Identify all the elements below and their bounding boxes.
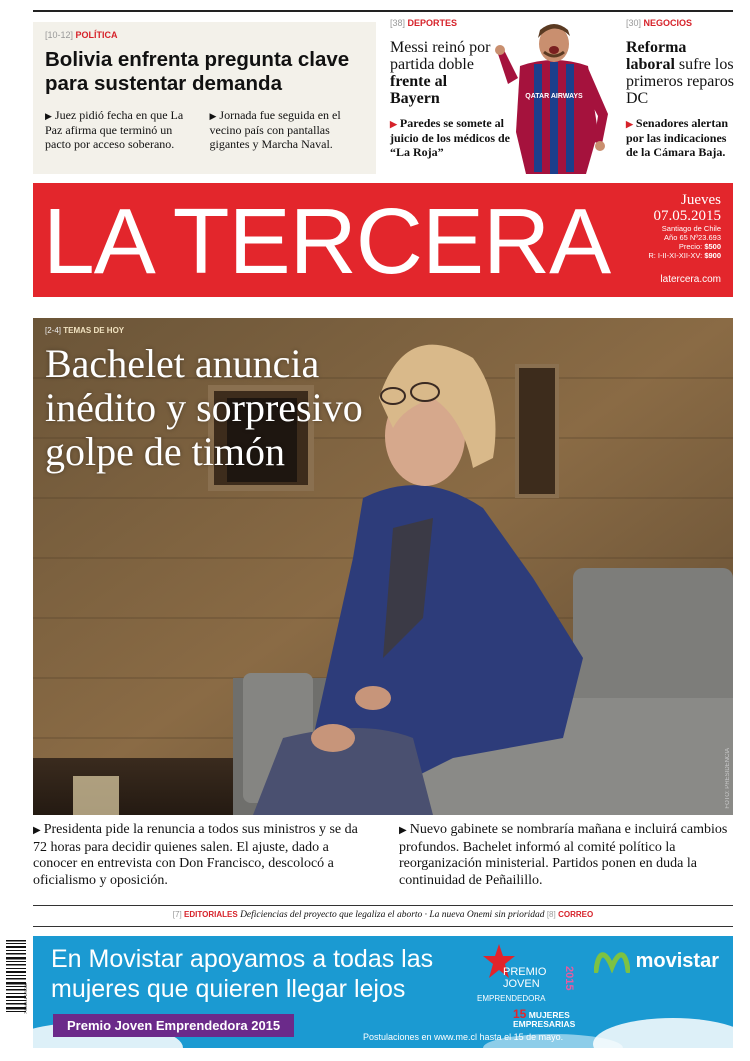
page-ref: [30] xyxy=(626,18,642,28)
prize-line: PREMIO xyxy=(503,966,547,978)
teaser-headline[interactable]: Bolivia enfrenta pregunta clave para sustentar demanda xyxy=(45,48,350,95)
section-label xyxy=(45,326,124,335)
regions-label: R: I-II-XI-XII-XV: xyxy=(648,251,705,260)
prize-line: JOVEN xyxy=(503,978,540,990)
page-ref: [8] xyxy=(546,910,556,919)
divider xyxy=(33,905,733,906)
hero-story[interactable] xyxy=(33,318,733,815)
bullet-text: Jornada fue seguida en el vecino país con pantallas gigantes y Marcha Naval. xyxy=(209,108,341,151)
teaser-bullet xyxy=(210,108,365,151)
section-name: TEMAS DE HOY xyxy=(63,326,125,335)
jersey-sponsor: QATAR AIRWAYS xyxy=(525,93,583,100)
teaser-negocios[interactable] xyxy=(626,18,736,178)
advertisement[interactable] xyxy=(33,936,733,1048)
editorial-text: Deficiencias del proyecto que legaliza el aborto · La nueva Onemi sin prioridad xyxy=(240,910,545,920)
photo-credit: FOTO: PRESIDENCIA xyxy=(725,748,731,809)
masthead-info xyxy=(626,193,721,285)
correo-tag: CORREO xyxy=(558,910,594,919)
brand-name: movistar xyxy=(635,950,719,972)
sub-text: Paredes se somete al juicio de los médicos de “La Roja” xyxy=(390,116,510,159)
editorial-bar[interactable] xyxy=(33,910,733,920)
football-player-photo xyxy=(490,14,618,174)
bullet-triangle-icon: ▶ xyxy=(626,119,633,129)
page-ref: [7] xyxy=(172,910,182,919)
prize-org-name: MUJERES EMPRESARIAS xyxy=(513,1010,576,1029)
ad-headline: En Movistar apoyamos a todas las mujeres que quieren llegar lejos xyxy=(51,945,434,1003)
movistar-m-icon xyxy=(594,951,630,973)
newspaper-logo[interactable]: LA TERCERA xyxy=(43,189,611,293)
headline-part-bold: Reforma laboral xyxy=(626,39,687,73)
bullet-triangle-icon: ▶ xyxy=(390,119,397,129)
issue-number: Año 65 Nº23.693 xyxy=(664,233,721,242)
top-rule xyxy=(33,10,733,12)
section-label xyxy=(45,30,364,40)
editorial-tag: EDITORIALES xyxy=(184,910,238,919)
ad-footer: Postulaciones en www.me.cl hasta el 15 de mayo. xyxy=(363,1032,564,1042)
summary-paragraph xyxy=(399,822,733,889)
prize-org xyxy=(513,1007,583,1029)
summary-text: Presidenta pide la renuncia a todos sus ministros y se da 72 horas para decidir quienes salen. El ajuste, dado a conocer en entrevista con Don Francisco, descolocó a oficialismo y oposición. xyxy=(33,822,358,888)
prize-line: EMPRENDEDORA xyxy=(477,994,546,1003)
teaser-politica[interactable] xyxy=(33,22,376,174)
story-summary xyxy=(33,822,733,889)
sub-text: Senadores alertan por las indicaciones de la Cámara Baja. xyxy=(626,116,729,159)
headline-part: sufre los primeros reparos DC xyxy=(626,56,734,107)
section-name: POLÍTICA xyxy=(75,30,118,40)
issue-price xyxy=(626,242,721,251)
summary-paragraph xyxy=(33,822,367,889)
regions-price xyxy=(626,251,721,260)
headline-part-bold: frente al Bayern xyxy=(390,73,448,107)
bullet-triangle-icon: ▶ xyxy=(33,825,41,836)
page-ref: [2-4] xyxy=(45,326,62,335)
price-label: Precio: xyxy=(678,242,705,251)
teaser-bullet xyxy=(45,108,200,151)
prize-year: 2015 xyxy=(563,966,575,991)
teaser-deportes[interactable] xyxy=(390,18,615,178)
bullet-triangle-icon: ▶ xyxy=(45,111,52,121)
teaser-sub xyxy=(626,116,736,159)
issue-day: Jueves xyxy=(681,192,721,208)
site-url[interactable]: latercera.com xyxy=(660,274,721,285)
section-label xyxy=(626,18,736,28)
prize-logo xyxy=(473,940,583,1030)
teaser-headline[interactable] xyxy=(390,39,495,107)
barcode-digits: 7 804641 170006 xyxy=(23,982,28,1014)
summary-text: Nuevo gabinete se nombraría mañana e incluirá cambios profundos. Bachelet informó al comité político la reorganización ministerial. Partidos ponen en duda la continuidad de Peñailillo. xyxy=(399,822,728,888)
bullet-triangle-icon: ▶ xyxy=(399,825,407,836)
price-value: $500 xyxy=(704,242,721,251)
divider xyxy=(33,926,733,927)
prize-org-number: 15 xyxy=(513,1007,527,1021)
section-name: NEGOCIOS xyxy=(643,18,693,28)
masthead xyxy=(33,183,733,297)
page-ref: [10-12] xyxy=(45,30,74,40)
issue-city: Santiago de Chile xyxy=(661,224,721,233)
headline-part: Messi reinó por partida doble xyxy=(390,39,491,73)
prize-text xyxy=(503,966,546,990)
regions-value: $900 xyxy=(704,251,721,260)
bullet-triangle-icon: ▶ xyxy=(209,111,217,121)
issue-date: 07.05.2015 xyxy=(653,208,721,224)
bullet-text: Juez pidió fecha en que La Paz afirma que terminó un pacto por acceso soberano. xyxy=(45,108,184,151)
award-banner[interactable]: Premio Joven Emprendedora 2015 xyxy=(53,1014,294,1037)
section-name: DEPORTES xyxy=(407,18,458,28)
page-ref: [38] xyxy=(390,18,406,28)
brand-logo[interactable] xyxy=(594,950,719,973)
teaser-headline[interactable] xyxy=(626,39,736,107)
barcode-icon xyxy=(4,938,28,1016)
main-headline[interactable]: Bachelet anuncia inédito y sorpresivo golpe de timón xyxy=(45,341,363,474)
